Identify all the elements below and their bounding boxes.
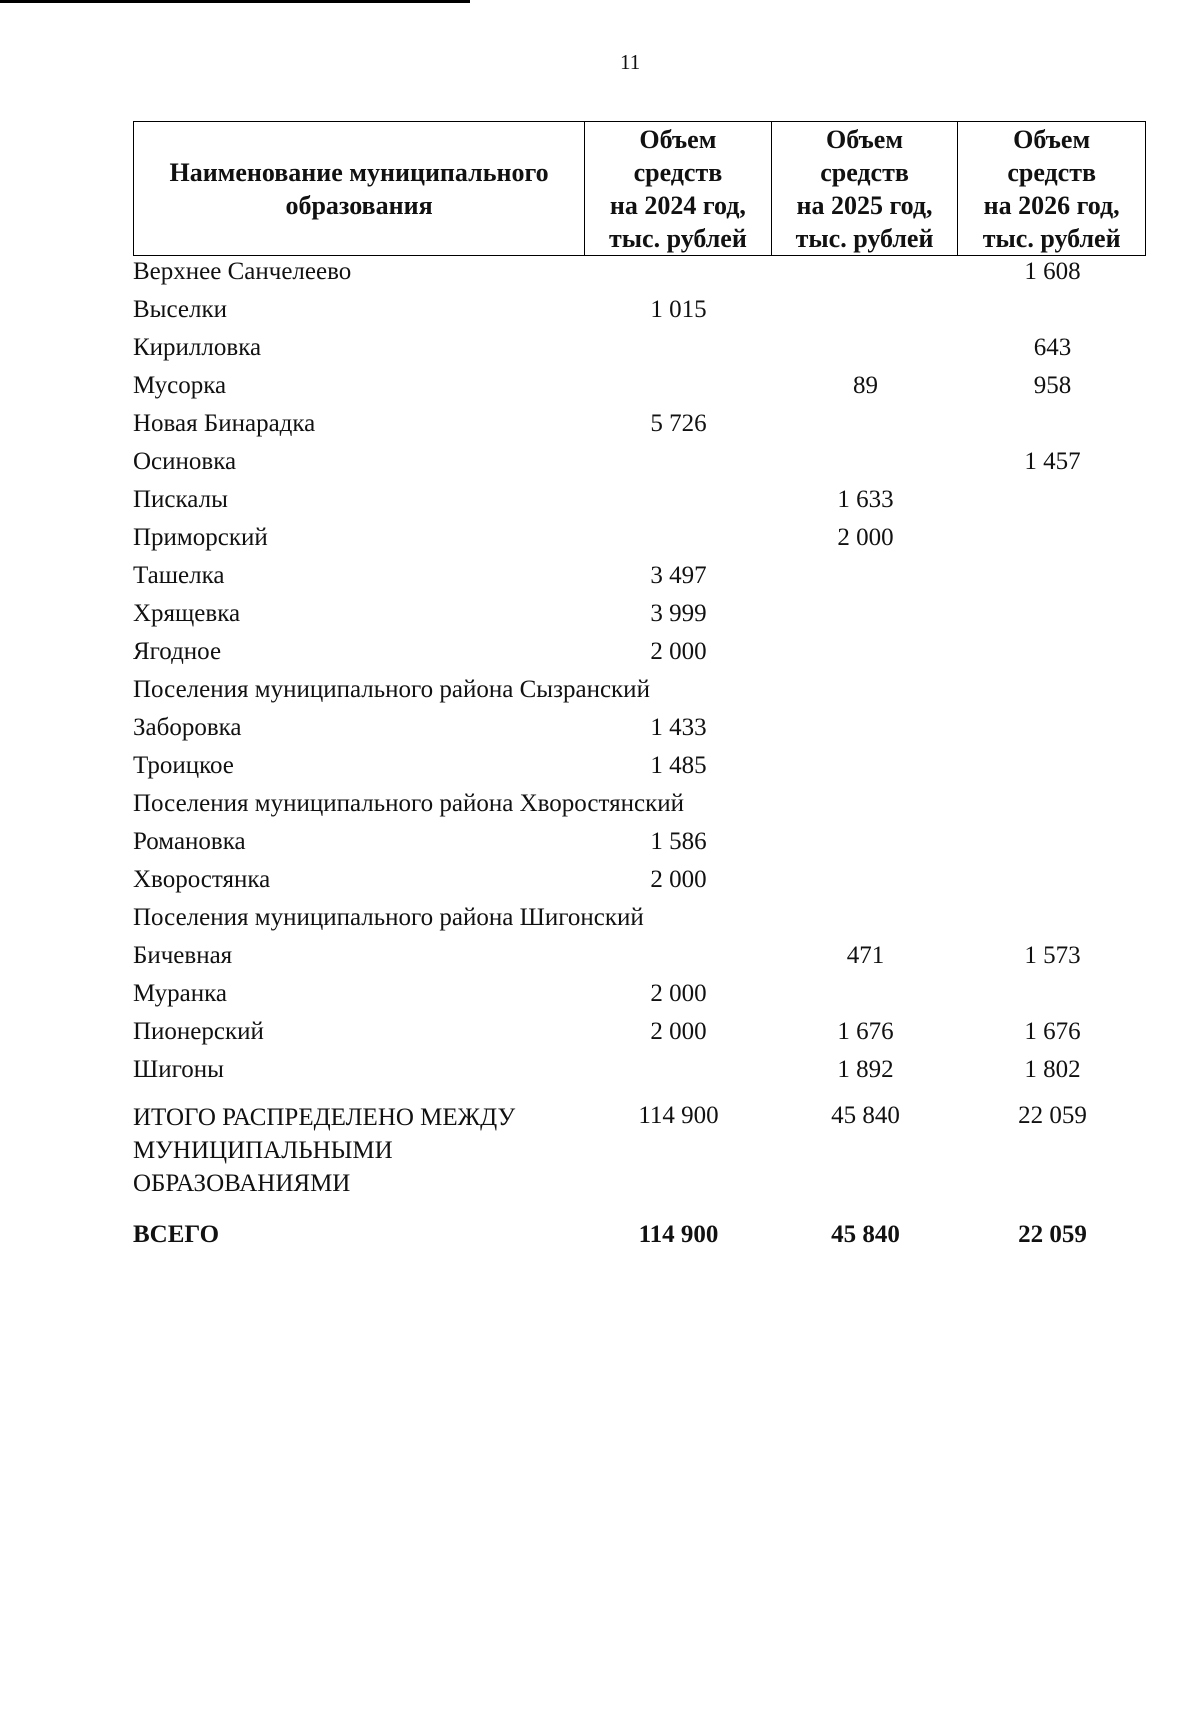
top-rule bbox=[0, 0, 470, 3]
value-2026 bbox=[959, 865, 1146, 903]
value-2025: 471 bbox=[846, 942, 885, 969]
value-2026: 958 bbox=[1033, 372, 1072, 399]
value-2024: 2 000 bbox=[650, 1018, 707, 1045]
municipality-name: Пионерский bbox=[133, 1018, 264, 1045]
value-2024 bbox=[585, 447, 772, 485]
value-2024: 1 015 bbox=[650, 296, 707, 323]
value-2026 bbox=[959, 751, 1146, 789]
header-2026: Объем средств на 2026 год, тыс. рублей bbox=[982, 124, 1121, 253]
value-2024 bbox=[585, 371, 772, 409]
value-2024: 2 000 bbox=[650, 980, 707, 1007]
table-header bbox=[133, 121, 1146, 256]
value-2025: 1 892 bbox=[837, 1056, 894, 1083]
municipality-name: Троицкое bbox=[133, 752, 234, 779]
total-2024: 114 900 bbox=[638, 1102, 719, 1129]
value-2025 bbox=[772, 637, 959, 675]
municipality-name: Мусорка bbox=[133, 372, 227, 399]
value-2024: 5 726 bbox=[650, 410, 707, 437]
value-2025 bbox=[772, 561, 959, 599]
value-2026 bbox=[959, 599, 1146, 637]
value-2024: 1 485 bbox=[650, 752, 707, 779]
value-2024: 2 000 bbox=[650, 638, 707, 665]
grand-total-label: ВСЕГО bbox=[133, 1221, 220, 1248]
municipality-name: Бичевная bbox=[133, 942, 233, 969]
total-row bbox=[133, 1101, 1146, 1200]
group-heading: Поселения муниципального района Хворостянский bbox=[133, 790, 685, 817]
value-2026: 1 676 bbox=[1024, 1018, 1081, 1045]
municipality-name: Ягодное bbox=[133, 638, 222, 665]
value-2026 bbox=[959, 827, 1146, 865]
value-2025 bbox=[772, 257, 959, 295]
value-2026 bbox=[959, 409, 1146, 447]
value-2024: 2 000 bbox=[650, 866, 707, 893]
value-2025 bbox=[772, 333, 959, 371]
value-2024 bbox=[585, 941, 772, 979]
value-2024 bbox=[585, 523, 772, 561]
table-row bbox=[133, 865, 1146, 903]
grand-total-row bbox=[133, 1220, 1146, 1258]
table-row bbox=[133, 827, 1146, 865]
value-2024 bbox=[585, 333, 772, 371]
table-row bbox=[133, 485, 1146, 523]
value-2026 bbox=[959, 561, 1146, 599]
value-2026: 643 bbox=[1033, 334, 1072, 361]
value-2025 bbox=[772, 979, 959, 1017]
table-row bbox=[133, 751, 1146, 789]
table-row bbox=[133, 561, 1146, 599]
value-2026 bbox=[959, 713, 1146, 751]
municipality-name: Осиновка bbox=[133, 448, 237, 475]
value-2025 bbox=[772, 713, 959, 751]
municipality-name: Верхнее Санчелеево bbox=[133, 258, 352, 285]
value-2026: 1 802 bbox=[1024, 1056, 1081, 1083]
municipality-name: Хрящевка bbox=[133, 600, 241, 627]
value-2025 bbox=[772, 447, 959, 485]
group-heading-row bbox=[133, 903, 1146, 941]
value-2025: 2 000 bbox=[837, 524, 894, 551]
municipality-name: Хворостянка bbox=[133, 866, 271, 893]
table-row bbox=[133, 371, 1146, 409]
value-2025 bbox=[772, 599, 959, 637]
municipality-name: Ташелка bbox=[133, 562, 225, 589]
value-2024: 3 497 bbox=[650, 562, 707, 589]
value-2026 bbox=[959, 295, 1146, 333]
group-heading-row bbox=[133, 789, 1146, 827]
municipality-name: Романовка bbox=[133, 828, 246, 855]
grand-total-2024: 114 900 bbox=[638, 1221, 719, 1248]
header-municipality: Наименование муниципального образования bbox=[134, 122, 585, 255]
header-2024: Объем средств на 2024 год, тыс. рублей bbox=[585, 122, 772, 255]
municipality-name: Муранка bbox=[133, 980, 227, 1007]
table-row bbox=[133, 295, 1146, 333]
value-2026: 1 457 bbox=[1024, 448, 1081, 475]
group-heading: Поселения муниципального района Шигонский bbox=[133, 904, 644, 931]
municipality-name: Кирилловка bbox=[133, 334, 262, 361]
value-2026 bbox=[959, 523, 1146, 561]
page-number: 11 bbox=[620, 50, 641, 74]
value-2024: 1 433 bbox=[650, 714, 707, 741]
value-2025 bbox=[772, 751, 959, 789]
table-row bbox=[133, 1017, 1146, 1055]
table-row bbox=[133, 979, 1146, 1017]
value-2026: 1 608 bbox=[1024, 258, 1081, 285]
value-2025 bbox=[772, 865, 959, 903]
value-2026 bbox=[959, 979, 1146, 1017]
header-2025: Объем средств на 2025 год, тыс. рублей bbox=[772, 122, 959, 255]
value-2026 bbox=[959, 485, 1146, 523]
table-row bbox=[133, 941, 1146, 979]
value-2025: 89 bbox=[853, 372, 878, 399]
municipality-name: Шигоны bbox=[133, 1056, 224, 1083]
value-2025 bbox=[772, 409, 959, 447]
table-row bbox=[133, 257, 1146, 295]
grand-total-2025: 45 840 bbox=[831, 1221, 900, 1248]
value-2024: 3 999 bbox=[650, 600, 707, 627]
value-2024 bbox=[585, 257, 772, 295]
group-heading: Поселения муниципального района Сызранский bbox=[133, 676, 650, 703]
value-2026 bbox=[959, 637, 1146, 675]
value-2025: 1 633 bbox=[837, 486, 894, 513]
value-2025 bbox=[772, 827, 959, 865]
value-2025: 1 676 bbox=[837, 1018, 894, 1045]
table-body bbox=[133, 257, 1146, 1258]
table-row bbox=[133, 1055, 1146, 1093]
value-2024 bbox=[585, 485, 772, 523]
value-2025 bbox=[772, 295, 959, 333]
municipality-name: Заборовка bbox=[133, 714, 242, 741]
grand-total-2026: 22 059 bbox=[1018, 1221, 1087, 1248]
table-row bbox=[133, 523, 1146, 561]
table-row bbox=[133, 637, 1146, 675]
group-heading-row bbox=[133, 675, 1146, 713]
municipality-name: Новая Бинарадка bbox=[133, 410, 316, 437]
total-label: ИТОГО РАСПРЕДЕЛЕНО МЕЖДУ МУНИЦИПАЛЬНЫМИ ОБРАЗОВАНИЯМИ bbox=[133, 1104, 516, 1197]
table-row bbox=[133, 409, 1146, 447]
total-2025: 45 840 bbox=[831, 1102, 900, 1129]
table-row bbox=[133, 713, 1146, 751]
municipality-name: Приморский bbox=[133, 524, 268, 551]
table-row bbox=[133, 599, 1146, 637]
total-2026: 22 059 bbox=[1018, 1102, 1087, 1129]
table-row bbox=[133, 333, 1146, 371]
municipality-name: Пискалы bbox=[133, 486, 228, 513]
value-2024 bbox=[585, 1055, 772, 1093]
value-2026: 1 573 bbox=[1024, 942, 1081, 969]
table-row bbox=[133, 447, 1146, 485]
value-2024: 1 586 bbox=[650, 828, 707, 855]
municipality-name: Выселки bbox=[133, 296, 227, 323]
